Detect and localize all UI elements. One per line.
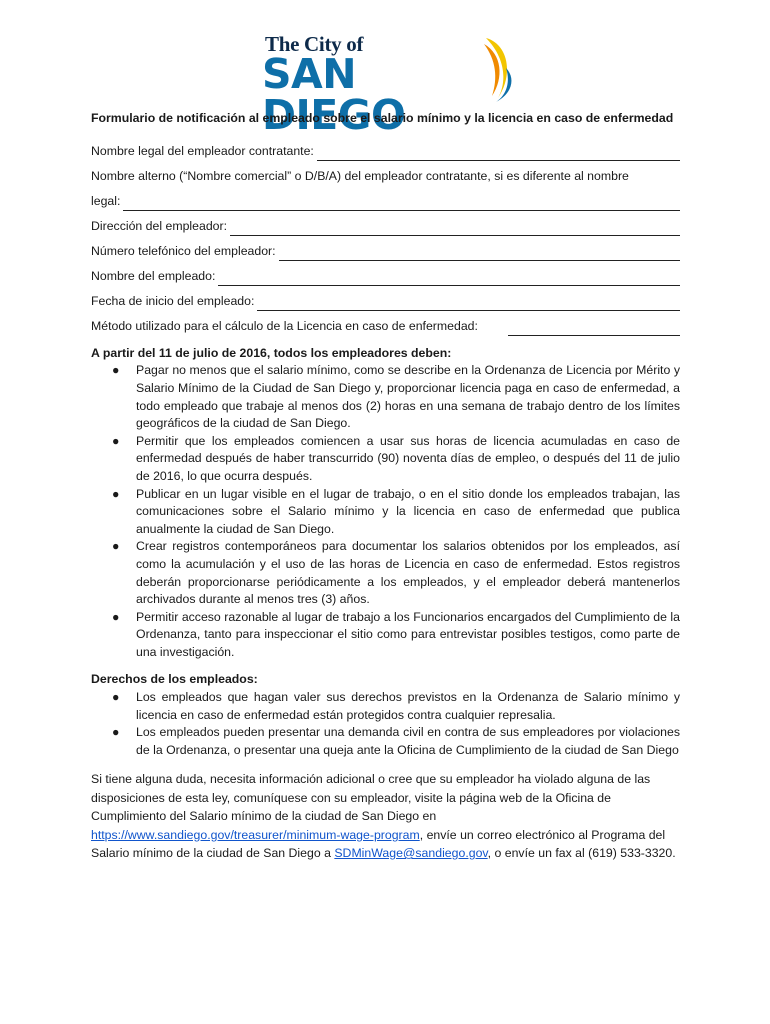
employer-address-label: Dirección del empleador: bbox=[91, 219, 228, 234]
bullet-icon: ● bbox=[112, 690, 120, 705]
blank-line[interactable] bbox=[279, 248, 680, 261]
list-item-text: Pagar no menos que el salario mínimo, como se describe en la Ordenanza de Licencia por Mérito y Salario Mínimo de la Ciudad de San Diego y, proporcionar licencia paga en caso de enfermedad, a todo empleado que trabaje al menos dos (2) horas en una semana de trabajo dentro de los límites geográficos de la ciudad de San Diego. bbox=[136, 363, 680, 431]
employers-obligations-list bbox=[91, 362, 680, 661]
employer-legal-name-label: Nombre legal del empleador contratante: bbox=[91, 144, 314, 159]
employer-alt-name-label-line2: legal: bbox=[91, 194, 121, 209]
bullet-icon: ● bbox=[112, 725, 120, 740]
employers-section-heading: A partir del 11 de julio de 2016, todos los empleadores deben: bbox=[91, 345, 452, 360]
form-title: Formulario de notificación al empleado sobre el salario mínimo y la licencia en caso de enfermedad bbox=[91, 111, 674, 125]
blank-line[interactable] bbox=[257, 298, 680, 311]
list-item bbox=[91, 538, 680, 608]
list-item-text: Permitir que los empleados comiencen a usar sus horas de licencia acumuladas en caso de enfermedad después de haber transcurrido (90) noventa días de empleo, o después del 11 de julio de 2016, lo que ocurra después. bbox=[136, 433, 680, 483]
employer-address-field[interactable] bbox=[91, 211, 680, 236]
bullet-icon: ● bbox=[112, 433, 120, 448]
employee-name-label: Nombre del empleado: bbox=[91, 269, 216, 284]
sick-leave-method-label: Método utilizado para el cálculo de la Licencia en caso de enfermedad: bbox=[91, 319, 478, 334]
closing-paragraph bbox=[91, 770, 680, 862]
employee-start-date-label: Fecha de inicio del empleado: bbox=[91, 294, 255, 309]
blank-line[interactable] bbox=[230, 223, 680, 236]
employee-rights-list bbox=[91, 689, 680, 759]
employee-name-field[interactable] bbox=[91, 261, 680, 286]
blank-line[interactable] bbox=[317, 148, 680, 161]
email-link[interactable]: SDMinWage@sandiego.gov bbox=[334, 846, 488, 861]
minimum-wage-program-link[interactable]: https://www.sandiego.gov/treasurer/minimum-wage-program bbox=[91, 827, 420, 842]
list-item-text: Los empleados pueden presentar una demanda civil en contra de sus empleadores por violaciones de la Ordenanza, o presentar una queja ante la Oficina de Cumplimiento de la ciudad de San Diego bbox=[136, 725, 680, 757]
logo-top-text: The City of bbox=[265, 32, 364, 56]
bullet-icon: ● bbox=[112, 539, 120, 554]
employer-legal-name-field[interactable] bbox=[91, 136, 680, 161]
list-item-text: Los empleados que hagan valer sus derechos previstos en la Ordenanza de Salario mínimo y licencia en caso de enfermedad están protegidos contra cualquier represalia. bbox=[136, 690, 680, 722]
sick-leave-method-field[interactable] bbox=[91, 311, 680, 336]
bullet-icon: ● bbox=[112, 609, 120, 624]
list-item-text: Publicar en un lugar visible en el lugar de trabajo, o en el sitio donde los empleados trabajan, las comunicaciones sobre el Salario mínimo y la licencia en caso de enfermedad que publica anualmente la ciudad de San Diego. bbox=[136, 486, 680, 536]
bullet-icon: ● bbox=[112, 486, 120, 501]
list-item-text: Permitir acceso razonable al lugar de trabajo a los Funcionarios encargados del Cumplimiento de la Ordenanza, tanto para inspeccionar el sitio como para entrevistar posibles testigos, como parte de una investigación. bbox=[136, 609, 680, 659]
list-item bbox=[91, 362, 680, 432]
list-item bbox=[91, 724, 680, 759]
sun-sail-icon bbox=[468, 34, 518, 104]
list-item bbox=[91, 689, 680, 724]
closing-text-1: Si tiene alguna duda, necesita información adicional o cree que su empleador ha violado alguna de las disposiciones de esta ley, comuníquese con su empleador, visite la página web de la Oficina de Cumplimiento del Salario mínimo de la ciudad de San Diego en bbox=[91, 772, 651, 824]
list-item bbox=[91, 486, 680, 539]
employer-alt-name-label-line1: Nombre alterno (“Nombre comercial” o D/B/A) del empleador contratante, si es diferente al nombre bbox=[91, 169, 629, 184]
logo-main-text: SAN DIEGO bbox=[262, 50, 406, 139]
employer-alt-name-field[interactable] bbox=[91, 186, 680, 211]
list-item-text: Crear registros contemporáneos para documentar los salarios obtenidos por los empleados, así como la acumulación y el uso de las horas de Licencia en caso de enfermedad. Estos registros deberán proporcionarse periódicamente a los empleados, y el empleador deberá mantenerlos archivados durante al menos tres (3) años. bbox=[136, 539, 680, 607]
closing-text-2: , envíe un correo electrónico al Programa del Salario mínimo de la ciudad de San Diego a bbox=[91, 827, 666, 861]
city-logo bbox=[262, 32, 512, 139]
list-item bbox=[91, 433, 680, 486]
blank-line[interactable] bbox=[123, 198, 680, 211]
rights-section-heading: Derechos de los empleados: bbox=[91, 672, 258, 687]
employee-start-date-field[interactable] bbox=[91, 286, 680, 311]
bullet-icon: ● bbox=[112, 363, 120, 378]
document-body bbox=[91, 109, 680, 862]
blank-line[interactable] bbox=[508, 323, 680, 336]
list-item bbox=[91, 609, 680, 662]
blank-line[interactable] bbox=[218, 273, 680, 286]
employer-phone-label: Número telefónico del empleador: bbox=[91, 244, 276, 259]
employer-phone-field[interactable] bbox=[91, 236, 680, 261]
closing-text-3: , o envíe un fax al (619) 533-3320. bbox=[487, 846, 676, 861]
